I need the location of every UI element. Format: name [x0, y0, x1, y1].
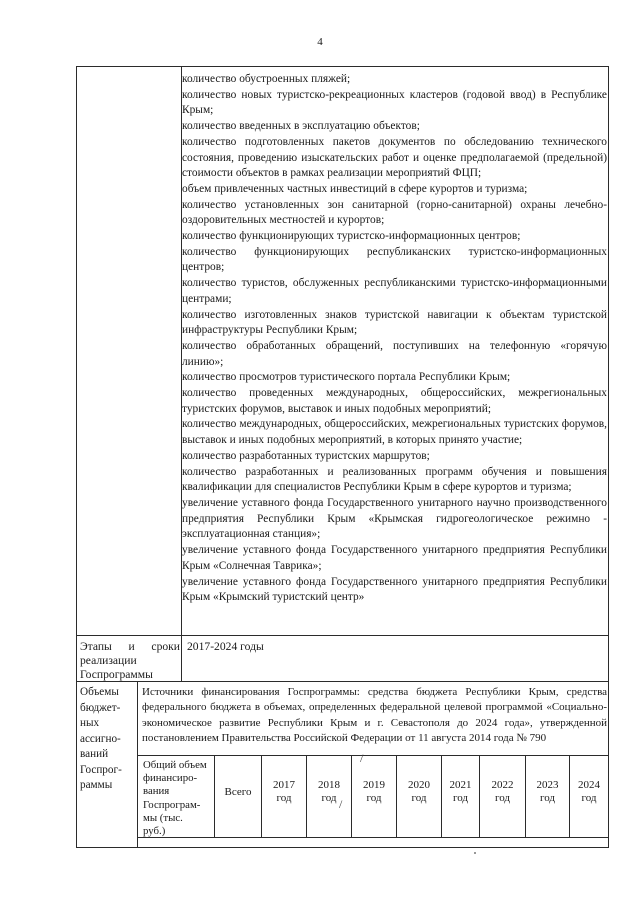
indicator-item: количество обустроенных пляжей; [182, 73, 351, 85]
year-header-2024 [570, 779, 608, 806]
indicator-item: количество новых туристско-рекреационных кластеров (годовой ввод) в Республике Крым; [182, 88, 607, 117]
indicator-item: количество международных, общероссийских, межрегиональных туристских форумов, выставок и иных подобных мероприятий, в которых принято участие; [182, 418, 607, 447]
year-header-2021 [442, 779, 479, 806]
year-value: 2022 [491, 779, 514, 791]
indicator-item: количество изготовленных знаков туристской навигации к объектам туристской инфраструктуры Республики Крым; [182, 308, 607, 337]
indicator-item: объем привлеченных частных инвестиций в сфере курортов и туризма; [182, 182, 528, 195]
pen-mark: / [339, 797, 343, 811]
column-divider-budget [137, 681, 138, 847]
year-header-2017 [262, 779, 306, 806]
passport-table [76, 66, 609, 848]
stages-label-line: реализации [80, 654, 137, 667]
year-header-2019 [352, 779, 396, 806]
row-divider-stages [77, 635, 608, 636]
page-number: 4 [317, 36, 323, 48]
indicator-item: количество проведенных международных, общероссийских, межрегиональных туристских форумов, выставок и иных подобных мероприятий; [182, 387, 607, 415]
indicator-item: количество функционирующих республиканских туристско-информационных центров; [182, 245, 607, 274]
stages-label-line: Госпрограммы [80, 668, 153, 681]
year-unit: год [321, 792, 337, 805]
year-value: 2017 [273, 779, 295, 791]
year-unit: год [366, 792, 382, 805]
indicator-item: увеличение уставного фонда Государственного унитарного предприятия Республики Крым «Солнечная Таврика»; [182, 544, 607, 572]
stages-label-word: и [128, 640, 135, 653]
header-line: Общий объем [143, 759, 207, 771]
stages-label-word: Этапы [80, 640, 112, 653]
year-value: 2019 [363, 779, 385, 791]
pen-mark: / [360, 751, 364, 765]
header-line: Госпрограм- [143, 798, 201, 811]
header-line: финансиро- [143, 772, 198, 785]
stages-label [80, 640, 180, 682]
financing-sources: Источники финансирования Госпрограммы: средства бюджета Республики Крым, средства федерального бюджета в объемах, определенных федеральной целевой программой «Социально-экономическое развитие Республики Крым и г. Севастополя до 2024 года», утвержденной постановлением Правительства Российской Федерации от 11 августа 2014 года № 790 [142, 686, 607, 745]
year-value: 2018 [318, 779, 340, 791]
budget-header-top [137, 755, 608, 756]
indicator-item: увеличение уставного фонда Государственного унитарного предприятия Республики Крым «Крымский туристский центр» [182, 575, 607, 604]
budget-label-line: бюджет- [80, 701, 121, 714]
budget-label-line: Госпрог- [80, 763, 122, 776]
year-header-2018 [307, 779, 351, 806]
indicator-item: количество обработанных обращений, поступивших на телефонную «горячую линию»; [182, 339, 607, 368]
year-value: 2023 [536, 779, 559, 791]
indicator-item: количество разработанных туристских маршрутов; [182, 449, 430, 462]
budget-label-line: ассигно- [80, 732, 121, 745]
year-value: 2020 [408, 779, 430, 791]
indicator-item: количество введенных в эксплуатацию объектов; [182, 120, 420, 133]
year-unit: год [452, 792, 469, 805]
year-unit: год [276, 792, 292, 805]
header-line: вания [143, 785, 170, 798]
indicator-item: количество установленных зон санитарной (горно-санитарной) охраны лечебно-оздоровительных местностей и курортов; [182, 198, 607, 227]
budget-label-line: ных [80, 717, 100, 729]
year-header-2020 [397, 779, 441, 806]
budget-label-line: раммы [80, 779, 113, 791]
scan-speck [474, 852, 476, 854]
budget-label-line: Объемы [80, 686, 119, 698]
indicator-item: количество просмотров туристического портала Республики Крым; [182, 371, 511, 384]
total-column-header: Всего [224, 786, 252, 798]
year-header-2022 [480, 779, 525, 806]
indicator-item: количество разработанных и реализованных программ обучения и повышения квалификации для специалистов Республики Крым в сфере курортов и туризма; [182, 465, 607, 494]
year-value: 2021 [449, 779, 472, 791]
indicator-item: количество подготовленных пакетов документов по обследованию технического состояния, проведению изыскательских работ и оценке предполагаемой (предельной) стоимости объектов в рамках реализации мероприятий ФЦП; [182, 135, 607, 180]
budget-label-line: ваний [80, 748, 109, 760]
indicator-item: количество функционирующих туристско-информационных центров; [182, 230, 521, 243]
budget-label [80, 685, 136, 794]
indicator-item: количество туристов, обслуженных республиканскими туристско-информационными центрами; [182, 277, 607, 305]
year-unit: год [539, 792, 556, 805]
indicators-list [182, 72, 607, 606]
stages-label-word: сроки [151, 640, 180, 653]
year-unit: год [494, 792, 511, 805]
stages-value: 2017-2024 годы [187, 640, 264, 653]
year-header-2023 [526, 779, 569, 806]
total-financing-header [143, 759, 211, 838]
header-line: мы (тыс. [143, 811, 183, 824]
indicator-item: увеличение уставного фонда Государственного унитарного научно производственного предприятия Республики Крым «Крымская гидрогеологическое режимно - эксплуатационная станция»; [182, 496, 607, 541]
header-line: руб.) [143, 825, 166, 838]
year-unit: год [411, 792, 427, 805]
year-value: 2024 [578, 779, 600, 791]
year-unit: год [581, 792, 597, 805]
